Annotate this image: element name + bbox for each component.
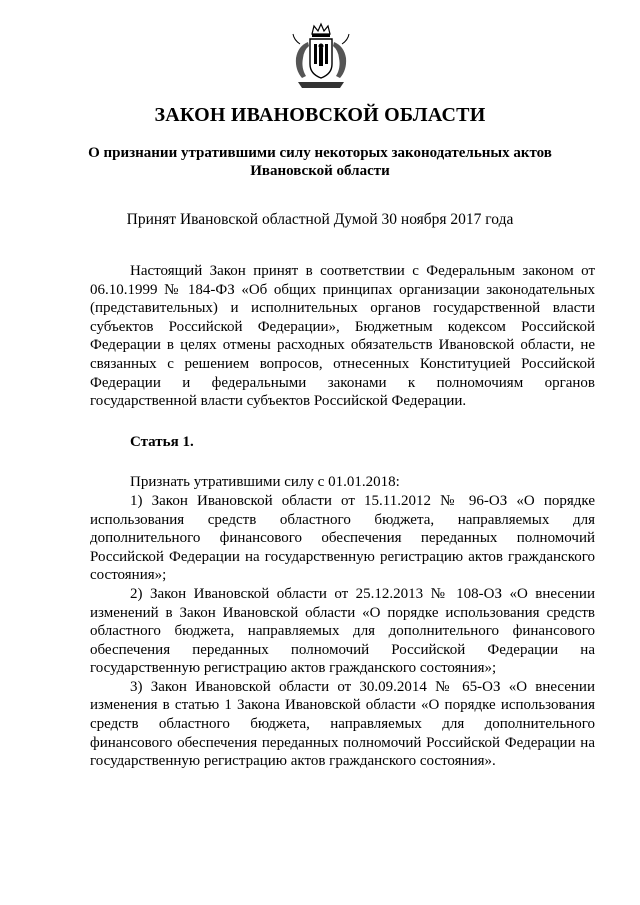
coat-of-arms-icon [290,22,352,92]
law-title: ЗАКОН ИВАНОВСКОЙ ОБЛАСТИ [154,104,486,126]
law-subtitle-line: Ивановской области [250,163,390,179]
law-subtitle-line: О признании утратившими силу некоторых законодательных актов [88,145,552,161]
article-heading: Статья 1. [130,433,194,450]
law-subtitle [60,144,580,180]
list-item: 1) Закон Ивановской области от 15.11.2012 № 96-ОЗ «О порядке использования средств областного бюджета, направляемых для дополнительного финансового обеспечения переданных полномочий Российской Федерации на государственную регистрацию актов гражданского состояния»; [90,492,595,584]
list-item: 3) Закон Ивановской области от 30.09.2014 № 65-ОЗ «О внесении изменения в статью 1 Закона Ивановской области «О порядке использования средств областного бюджета, направляемых для дополнительного финансового обеспечения переданных полномочий Российской Федерации на государственную регистрацию актов гражданского состояния». [90,678,595,770]
article-intro: Признать утратившими силу с 01.01.2018: [130,474,400,491]
adoption-line: Принят Ивановской областной Думой 30 ноября 2017 года [126,211,514,228]
law-body [90,262,595,771]
preamble-paragraph: Настоящий Закон принят в соответствии с Федеральным законом от 06.10.1999 № 184-ФЗ «Об общих принципах организации законодательных (представительных) и исполнительных органов государственной власти субъектов Российской Федерации», Бюджетным кодексом Российской Федерации в целях отмены расходных обязательств Ивановской области, не связанных с решением вопросов, отнесенных Конституцией Российской Федерации и федеральными законами к полномочиям органов государственной власти субъектов Российской Федерации. [90,263,595,410]
list-item: 2) Закон Ивановской области от 25.12.2013 № 108-ОЗ «О внесении изменений в Закон Ивановской области «О порядке использования средств областного бюджета, направляемых для дополнительного финансового обеспечения переданных полномочий Российской Федерации на государственную регистрацию актов гражданского состояния»; [90,585,595,677]
